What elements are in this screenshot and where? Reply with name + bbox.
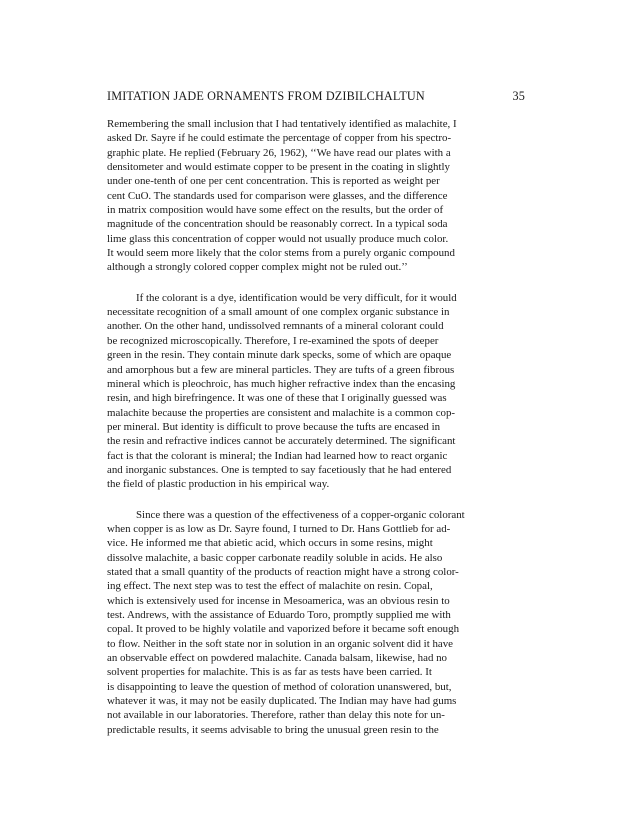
text-line: Since there was a question of the effectiveness of a copper-organic colorant — [136, 508, 465, 521]
text-line: is disappointing to leave the question of method of coloration unanswered, but, — [107, 680, 452, 693]
text-line: If the colorant is a dye, identification would be very difficult, for it would — [136, 291, 457, 304]
text-line: the resin and refractive indices cannot be accurately determined. The significant — [107, 435, 456, 448]
text-line: be recognized microscopically. Therefore, I re-examined the spots of deeper — [107, 334, 439, 347]
body-text — [107, 117, 527, 737]
text-line: mineral which is pleochroic, has much higher refractive index than the encasing — [107, 377, 456, 390]
text-line: Remembering the small inclusion that I had tentatively identified as malachite, I — [107, 118, 457, 130]
text-line: the field of plastic production in his empirical way. — [107, 478, 330, 491]
text-line: copal. It proved to be highly volatile and vaporized before it became soft enough — [107, 623, 460, 636]
text-line: fact is that the colorant is mineral; the Indian had learned how to react organic — [107, 449, 448, 462]
text-line: although a strongly colored copper complex might not be ruled out.’’ — [107, 261, 408, 274]
paragraph-gap — [107, 492, 527, 508]
text-line: an observable effect on powdered malachite. Canada balsam, likewise, had no — [107, 652, 448, 665]
running-header — [107, 89, 525, 105]
text-line: densitometer and would estimate copper to be present in the coating in slightly — [107, 161, 450, 174]
text-line: necessitate recognition of a small amount of one complex organic substance in — [107, 306, 450, 319]
text-line: vice. He informed me that abietic acid, which occurs in some resins, might — [107, 537, 433, 550]
text-line: graphic plate. He replied (February 26, 1962), ‘‘We have read our plates with a — [107, 146, 451, 159]
text-line: It would seem more likely that the color stems from a purely organic compound — [107, 247, 455, 260]
text-line: malachite because the properties are consistent and malachite is a common cop- — [107, 406, 456, 419]
text-line: ing effect. The next step was to test the effect of malachite on resin. Copal, — [107, 580, 433, 593]
paragraph-2 — [107, 291, 527, 492]
paragraph-3 — [107, 508, 527, 738]
text-line: magnitude of the concentration should be reasonably correct. In a typical soda — [107, 218, 448, 231]
text-line: which is extensively used for incense in Mesoamerica, was an obvious resin to — [107, 594, 450, 607]
text-line: green in the resin. They contain minute dark specks, some of which are opaque — [107, 349, 452, 362]
text-line: asked Dr. Sayre if he could estimate the percentage of copper from his spectro- — [107, 132, 452, 145]
header-title: IMITATION JADE ORNAMENTS FROM DZIBILCHALTUN — [107, 89, 425, 103]
paragraph-1 — [107, 117, 527, 275]
text-line: and inorganic substances. One is tempted to say facetiously that he had entered — [107, 463, 452, 476]
text-line: predictable results, it seems advisable to bring the unusual green resin to the — [107, 723, 439, 736]
text-line: whatever it was, it may not be easily duplicated. The Indian may have had gums — [107, 695, 457, 708]
text-line: and amorphous but a few are mineral particles. They are tufts of a green fibrous — [107, 363, 455, 376]
text-line: dissolve malachite, a basic copper carbonate readily soluble in acids. He also — [107, 551, 443, 564]
text-line: under one-tenth of one per cent concentration. This is reported as weight per — [107, 175, 440, 188]
text-line: to flow. Neither in the soft state nor in solution in an organic solvent did it have — [107, 637, 454, 650]
text-line: another. On the other hand, undissolved remnants of a mineral colorant could — [107, 320, 444, 333]
page-number: 35 — [512, 89, 525, 103]
text-line: when copper is as low as Dr. Sayre found, I turned to Dr. Hans Gottlieb for ad- — [107, 522, 451, 535]
paragraph-gap — [107, 275, 527, 291]
text-line: per mineral. But identity is difficult to prove because the tufts are encased in — [107, 420, 441, 433]
text-line: in matrix composition would have some effect on the results, but the order of — [107, 204, 444, 217]
text-line: resin, and high birefringence. It was one of these that I originally guessed was — [107, 392, 447, 405]
text-line: lime glass this concentration of copper would not usually produce much color. — [107, 232, 449, 245]
text-line: stated that a small quantity of the products of reaction might have a strong color- — [107, 565, 459, 578]
text-line: test. Andrews, with the assistance of Eduardo Toro, promptly supplied me with — [107, 609, 451, 621]
text-line: not available in our laboratories. Therefore, rather than delay this note for un- — [107, 709, 445, 722]
text-line: solvent properties for malachite. This is as far as tests have been carried. It — [107, 666, 432, 679]
text-line: cent CuO. The standards used for comparison were glasses, and the difference — [107, 189, 448, 202]
